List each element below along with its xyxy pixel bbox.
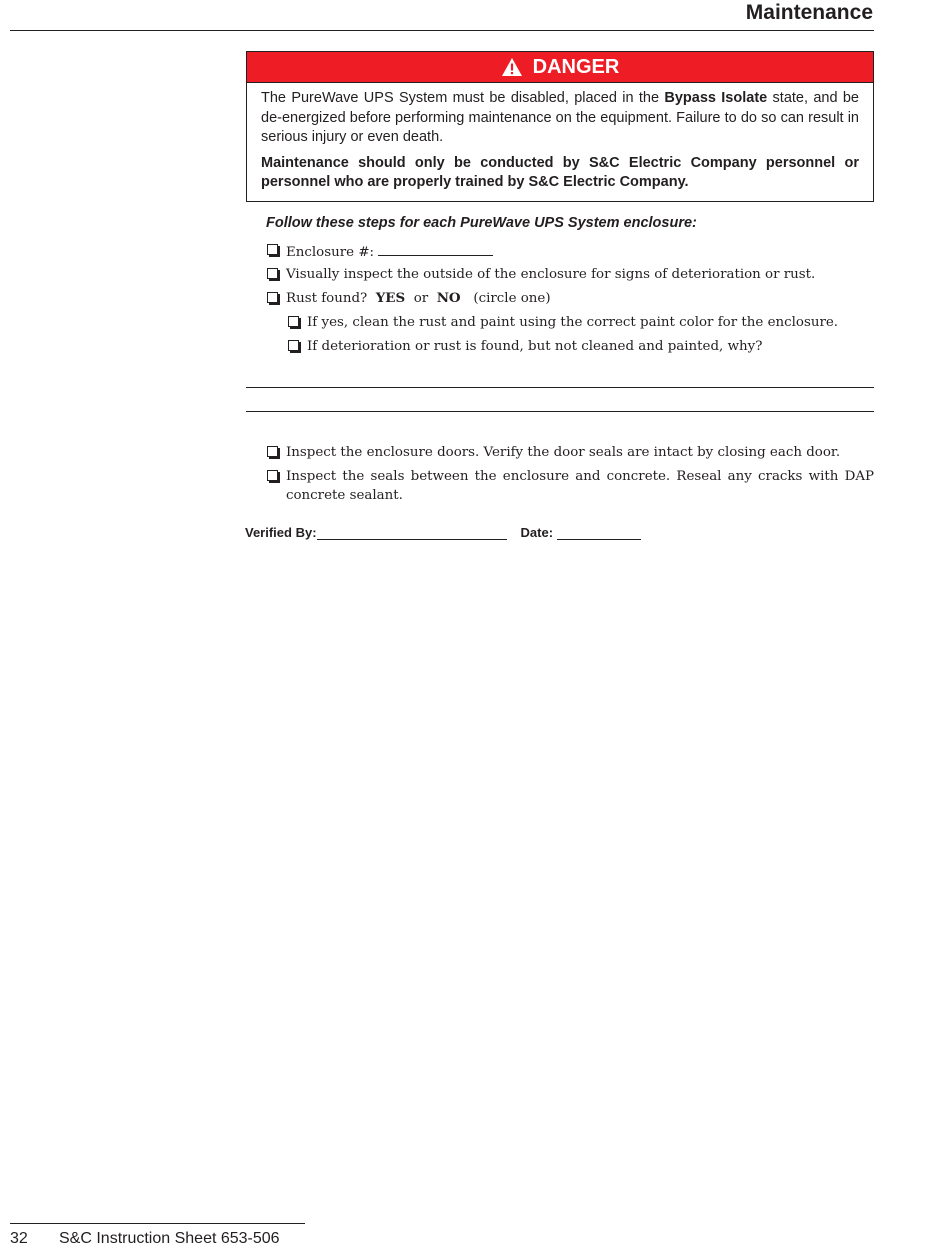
- checkbox-icon[interactable]: [267, 446, 278, 457]
- enclosure-number-field[interactable]: [378, 241, 493, 256]
- checklist-item-enclosure-number: [267, 241, 493, 262]
- enclosure-number-label: Enclosure #:: [286, 245, 375, 260]
- footer-divider: [10, 1223, 305, 1224]
- rust-or-text: or: [413, 291, 429, 306]
- checkbox-icon[interactable]: [288, 316, 299, 327]
- checklist-item-rust-found: [267, 289, 551, 308]
- steps-heading: Follow these steps for each PureWave UPS System enclosure:: [266, 215, 697, 231]
- page-number: 32: [10, 1230, 28, 1247]
- signature-row: [245, 525, 641, 540]
- rust-found-label: Rust found?: [286, 291, 368, 306]
- checklist-text: Inspect the seals between the enclosure and concrete. Reseal any cracks with DAP concrete sealant.: [286, 469, 874, 503]
- answer-line-2[interactable]: [246, 411, 874, 412]
- circle-one-hint: (circle one): [473, 291, 551, 306]
- bypass-isolate-term: Bypass Isolate: [664, 90, 768, 106]
- checklist-text: [286, 241, 493, 262]
- danger-notice: [246, 51, 874, 202]
- danger-banner: [247, 52, 873, 83]
- rust-no-option[interactable]: NO: [436, 290, 461, 306]
- danger-text-start: The PureWave UPS System must be disabled, placed in the: [261, 90, 665, 106]
- checklist-text: If yes, clean the rust and paint using the correct paint color for the enclosure.: [307, 315, 839, 330]
- checklist-text: [286, 289, 551, 308]
- document-title: S&C Instruction Sheet 653-506: [59, 1230, 280, 1247]
- checkbox-icon[interactable]: [267, 244, 278, 255]
- section-title: Maintenance: [745, 1, 873, 24]
- rust-yes-option[interactable]: YES: [375, 290, 406, 306]
- verified-by-field[interactable]: [317, 526, 507, 540]
- checklist-item-visual-inspect: [267, 265, 815, 284]
- checklist-item-inspect-doors: [267, 443, 874, 462]
- danger-paragraph-1: [261, 89, 859, 148]
- checkbox-icon[interactable]: [267, 470, 278, 481]
- danger-label: DANGER: [532, 55, 620, 78]
- danger-body: [247, 83, 873, 201]
- date-label: Date:: [520, 525, 554, 540]
- answer-line-1[interactable]: [246, 387, 874, 388]
- danger-paragraph-2: Maintenance should only be conducted by S&C Electric Company personnel or personnel who are properly trained by S&C Electric Company.: [261, 154, 859, 190]
- checklist-subitem-clean-rust: [288, 313, 838, 332]
- verified-by-label: Verified By:: [245, 525, 317, 540]
- checkbox-icon[interactable]: [267, 292, 278, 303]
- warning-triangle-icon: [501, 57, 523, 77]
- checkbox-icon[interactable]: [267, 268, 278, 279]
- checklist-text: Visually inspect the outside of the enclosure for signs of deterioration or rust.: [286, 267, 816, 282]
- header-divider: [10, 30, 874, 31]
- danger-text-end: state, and be de-energized before performing maintenance on the equipment. Failure to do so can result in serious injury or even death.: [261, 90, 859, 145]
- checkbox-icon[interactable]: [288, 340, 299, 351]
- date-field[interactable]: [557, 526, 641, 540]
- checklist-text: If deterioration or rust is found, but not cleaned and painted, why?: [307, 339, 763, 354]
- checklist-subitem-why-not-cleaned: [288, 337, 762, 356]
- checklist-item-inspect-seals: [267, 467, 874, 505]
- checklist-text: Inspect the enclosure doors. Verify the door seals are intact by closing each door.: [286, 445, 841, 460]
